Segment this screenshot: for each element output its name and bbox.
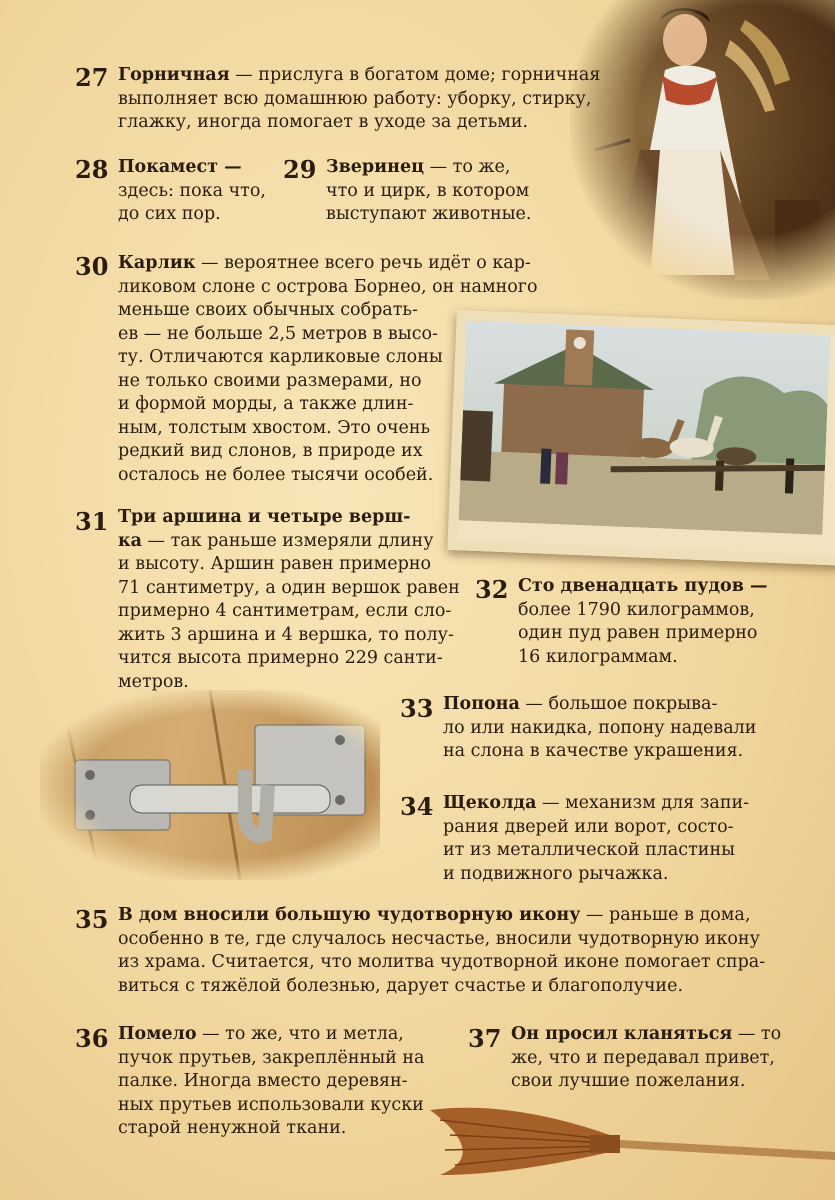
entry-term: Сто двенадцать пудов —: [518, 576, 768, 596]
maid-painting: [570, 0, 835, 300]
entry-number: 33: [400, 694, 434, 723]
entry-number: 37: [468, 1024, 502, 1053]
entry-term: Зверинец: [326, 157, 425, 177]
entry-number: 36: [75, 1024, 109, 1053]
entry-term: Три аршина и четыре верш-: [118, 507, 411, 527]
entry-term: Он просил кланяться: [511, 1024, 733, 1044]
entry-term: Щеколда: [443, 793, 537, 813]
broom-picture: [430, 1080, 835, 1190]
entry-number: 30: [75, 252, 109, 281]
entry-term: В дом вносили большую чудотворную икону: [118, 905, 581, 925]
entry-term: Помело: [118, 1024, 197, 1044]
entry-number: 31: [75, 507, 109, 536]
entry-number: 29: [283, 155, 317, 184]
entry-term-continued: ка: [118, 530, 142, 551]
entry-number: 35: [75, 905, 109, 934]
latch-picture: [40, 690, 380, 880]
entry-term: Попона: [443, 694, 520, 714]
entry-number: 28: [75, 155, 109, 184]
entry-term: Покамест —: [118, 157, 242, 177]
entry-number: 34: [400, 792, 434, 821]
entry-number: 27: [75, 63, 109, 92]
entry-number: 32: [475, 575, 509, 604]
entry-term: Карлик: [118, 253, 196, 273]
entry-term: Горничная: [118, 65, 230, 85]
